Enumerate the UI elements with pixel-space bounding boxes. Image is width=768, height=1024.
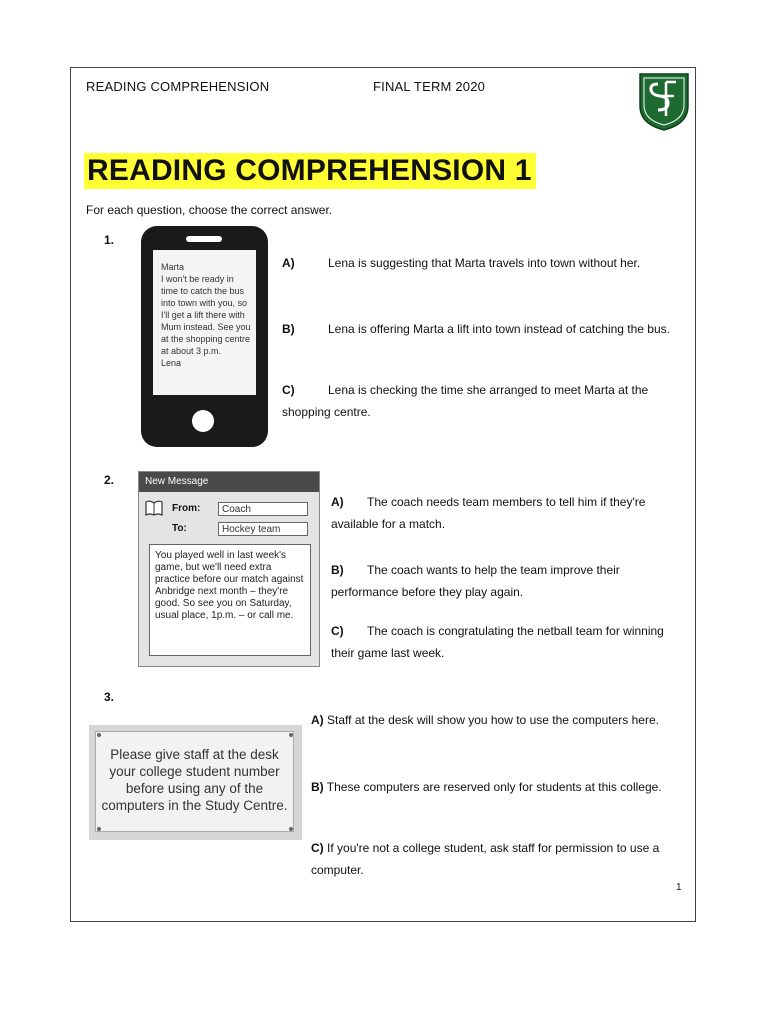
question-2-option-a[interactable]: A) The coach needs team members to tell him if they're available for a match.	[331, 495, 646, 531]
message-body: You played well in last week's game, but we'll need extra practice before our match against Anbridge next month – they're good. So see you on Saturday, usual place, 1p.m. – or call me.	[149, 544, 311, 656]
phone-speaker	[186, 236, 222, 242]
notice-sign	[89, 725, 302, 840]
phone-screen	[153, 250, 256, 395]
school-crest-icon	[636, 70, 692, 132]
phone-home-button	[192, 410, 214, 432]
notice-panel	[95, 731, 294, 832]
question-1-option-a[interactable]: A) Lena is suggesting that Marta travels into town without her.	[282, 256, 641, 270]
address-book-icon	[145, 500, 163, 516]
header-subject: READING COMPREHENSION	[86, 79, 270, 94]
page-title: READING COMPREHENSION 1	[84, 153, 536, 189]
message-window-title: New Message	[139, 472, 319, 492]
question-3-option-a[interactable]: A) Staff at the desk will show you how to use the computers here.	[311, 713, 659, 727]
sign-screw	[97, 827, 101, 831]
instructions: For each question, choose the correct answer.	[86, 203, 333, 217]
to-label: To:	[172, 523, 187, 534]
question-3-option-c[interactable]: C) If you're not a college student, ask staff for permission to use a computer.	[311, 841, 660, 877]
from-label: From:	[172, 503, 201, 514]
header-term: FINAL TERM 2020	[373, 79, 486, 94]
message-window	[138, 471, 320, 667]
notice-text: Please give staff at the desk your college student number before using any of the computers in the Study Centre.	[101, 747, 288, 813]
question-2-option-b[interactable]: B) The coach wants to help the team improve their performance before they play again.	[331, 563, 620, 599]
from-field: Coach	[218, 502, 308, 516]
question-1-option-b[interactable]: B) Lena is offering Marta a lift into town instead of catching the bus.	[282, 322, 670, 336]
question-2-option-c[interactable]: C) The coach is congratulating the netball team for winning their game last week.	[331, 624, 664, 660]
question-3-option-b[interactable]: B) These computers are reserved only for students at this college.	[311, 780, 662, 794]
text-message: Marta I won't be ready in time to catch the bus into town with you, so I'll get a lift there with Mum instead. See you at the shopping centre at about 3 p.m. Lena	[161, 262, 251, 368]
to-field: Hockey team	[218, 522, 308, 536]
sign-screw	[289, 827, 293, 831]
sign-screw	[97, 733, 101, 737]
question-3-number: 3.	[104, 690, 115, 704]
question-1-number: 1.	[104, 233, 115, 247]
sign-screw	[289, 733, 293, 737]
phone-illustration	[141, 226, 268, 447]
page-number: 1	[676, 882, 682, 893]
question-2-number: 2.	[104, 473, 115, 487]
question-1-option-c[interactable]: C) Lena is checking the time she arranged to meet Marta at the shopping centre.	[282, 383, 649, 419]
